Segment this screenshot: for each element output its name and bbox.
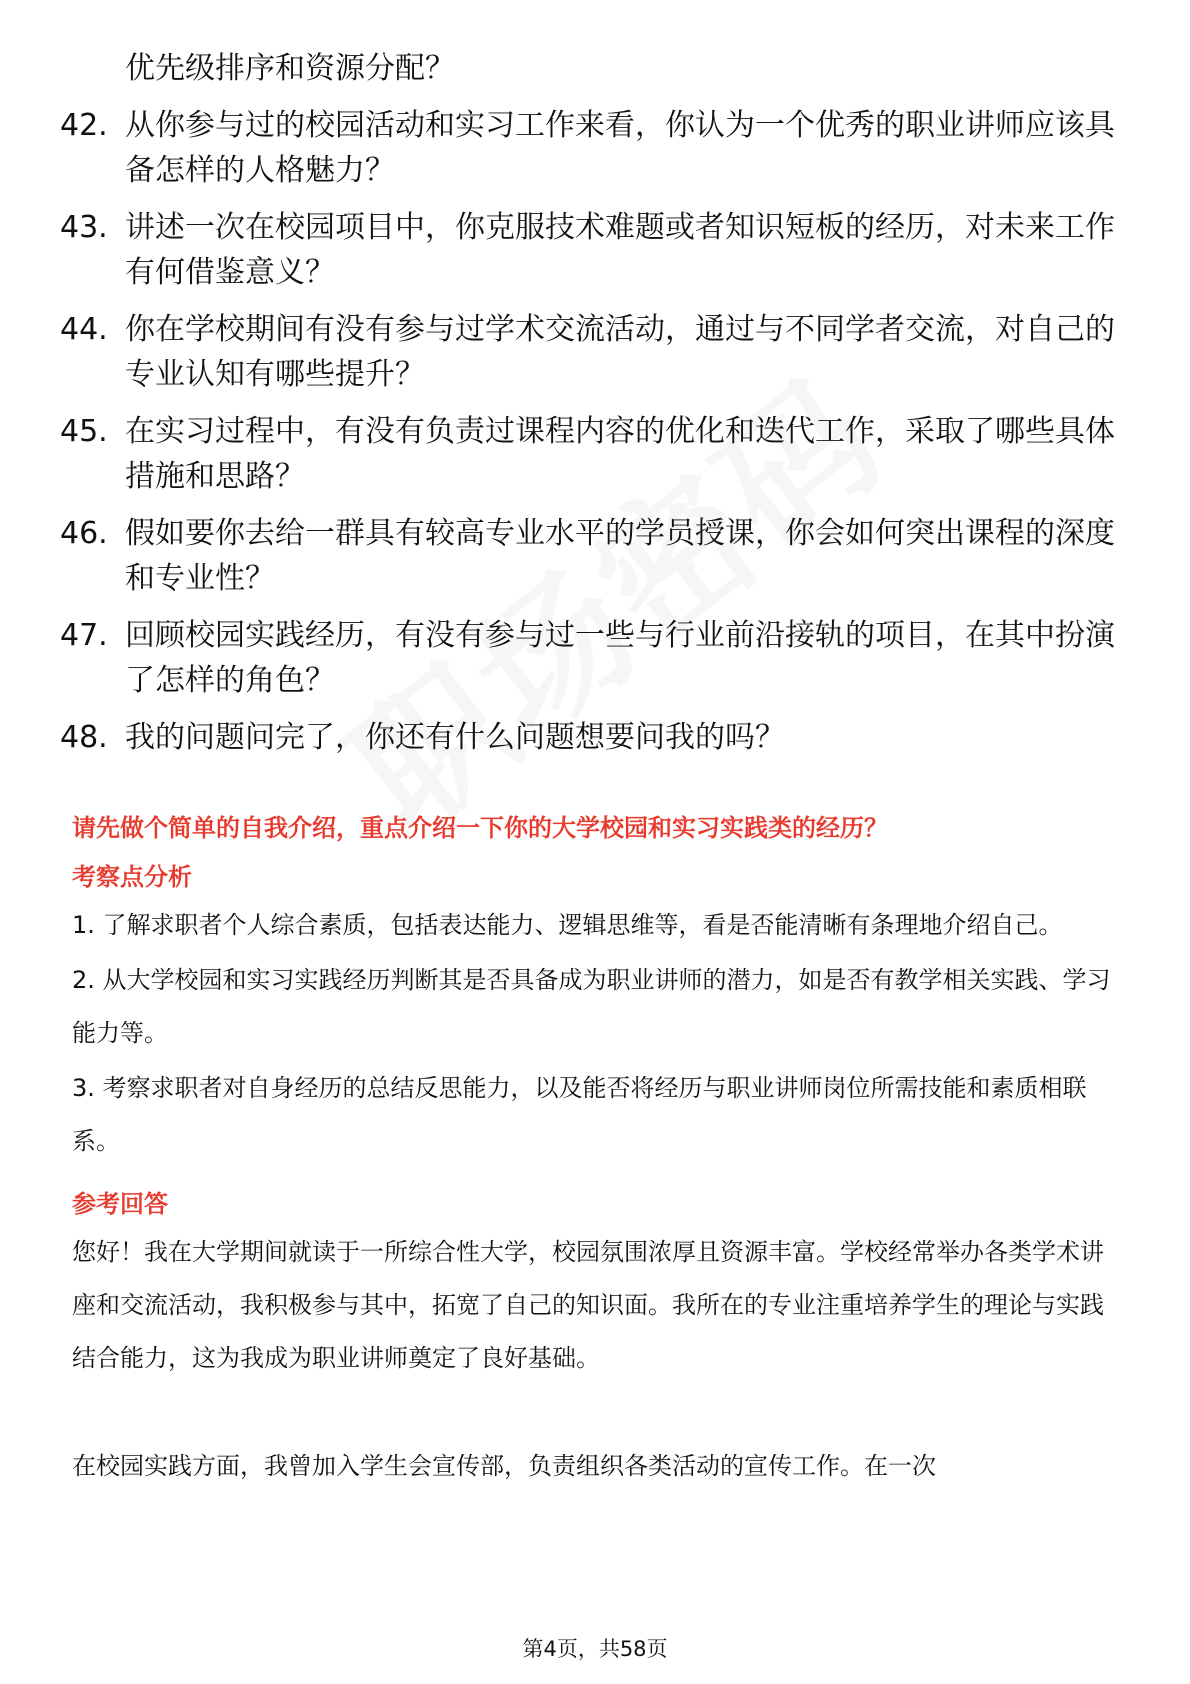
question-number: 43. xyxy=(60,210,108,245)
question-item xyxy=(60,715,1130,760)
page-footer: 第4页，共58页 xyxy=(522,1637,668,1661)
question-text: 假如要你去给一群具有较高专业水平的学员授课，你会如何突出课程的深度和专业性？ xyxy=(125,516,1115,596)
analysis-heading: 考察点分析 xyxy=(72,863,192,891)
question-text: 讲述一次在校园项目中，你克服技术难题或者知识短板的经历，对未来工作有何借鉴意义？ xyxy=(125,210,1115,290)
question-number: 47. xyxy=(60,618,108,653)
question-text: 你在学校期间有没有参与过学术交流活动，通过与不同学者交流，对自己的专业认知有哪些提升？ xyxy=(125,312,1115,392)
question-item xyxy=(60,307,1130,397)
answer-section xyxy=(72,810,1122,1493)
answer-paragraph: 在校园实践方面，我曾加入学生会宣传部，负责组织各类活动的宣传工作。在一次 xyxy=(72,1452,936,1480)
question-number: 46. xyxy=(60,516,108,551)
question-number: 45. xyxy=(60,414,108,449)
analysis-point: 3. 考察求职者对自身经历的总结反思能力，以及能否将经历与职业讲师岗位所需技能和素质相联系。 xyxy=(72,1074,1087,1155)
question-number: 42. xyxy=(60,108,108,143)
question-text: 回顾校园实践经历，有没有参与过一些与行业前沿接轨的项目，在其中扮演了怎样的角色？ xyxy=(125,618,1115,698)
answer-paragraph: 您好！我在大学期间就读于一所综合性大学，校园氛围浓厚且资源丰富。学校经常举办各类学术讲座和交流活动，我积极参与其中，拓宽了自己的知识面。我所在的专业注重培养学生的理论与实践结合能力，这为我成为职业讲师奠定了良好基础。 xyxy=(72,1238,1104,1372)
paragraph-spacer xyxy=(72,1385,1122,1440)
question-item xyxy=(60,103,1130,193)
analysis-point: 2. 从大学校园和实习实践经历判断其是否具备成为职业讲师的潜力，如是否有教学相关实践、学习能力等。 xyxy=(72,966,1111,1047)
question-item xyxy=(60,511,1130,601)
focus-question: 请先做个简单的自我介绍，重点介绍一下你的大学校园和实习实践类的经历？ xyxy=(72,814,888,842)
question-item xyxy=(60,409,1130,499)
question-text: 从你参与过的校园活动和实习工作来看，你认为一个优秀的职业讲师应该具备怎样的人格魅力？ xyxy=(125,108,1115,188)
question-text: 在实习过程中，有没有负责过课程内容的优化和迭代工作，采取了哪些具体措施和思路？ xyxy=(125,414,1115,494)
question-41-continuation: 优先级排序和资源分配？ xyxy=(125,51,455,86)
question-list xyxy=(60,46,1130,772)
question-item xyxy=(60,613,1130,703)
answer-heading: 参考回答 xyxy=(72,1190,168,1218)
question-text: 我的问题问完了，你还有什么问题想要问我的吗？ xyxy=(125,720,785,755)
analysis-point: 1. 了解求职者个人综合素质，包括表达能力、逻辑思维等，看是否能清晰有条理地介绍自己。 xyxy=(72,911,1063,939)
question-number: 44. xyxy=(60,312,108,347)
question-item xyxy=(60,205,1130,295)
question-number: 48. xyxy=(60,720,108,755)
